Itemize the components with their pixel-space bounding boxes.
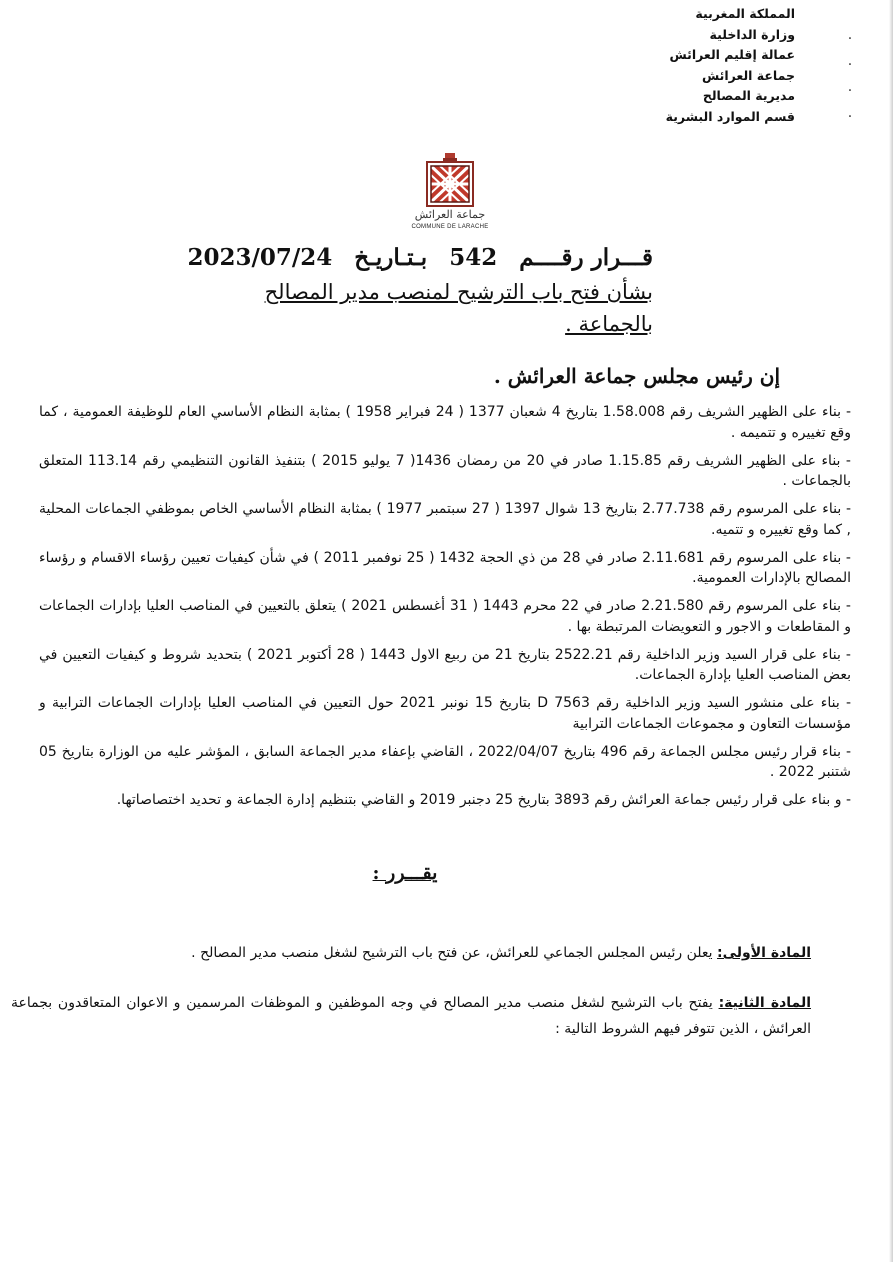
- logo-arabic-text: جماعة العرائش: [414, 208, 486, 221]
- decision-date-label: بـتـاريـخ: [354, 244, 428, 271]
- legal-basis-item: - بناء على الظهير الشريف رقم 1.15.85 صادر في 20 من رمضان 1436( 7 يوليو 2015 ) بتنفيذ القانون التنظيمي رقم 113.14 المتعلق بالجماعات .: [39, 452, 851, 489]
- article-first-label: المادة الأولى:: [717, 945, 811, 961]
- article-first-text: يعلن رئيس المجلس الجماعي للعرائش، عن فتح باب الترشيح لشغل منصب مدير المصالح .: [191, 945, 718, 961]
- article-second-label: المادة الثانية:: [718, 995, 811, 1011]
- legal-basis-item: - و بناء على قرار رئيس جماعة العرائش رقم 3893 بتاريخ 25 دجنبر 2019 و القاضي بتنظيم إدارة الجماعة و تحديد اختصاصاتها.: [116, 792, 851, 808]
- letterhead: [595, 4, 795, 127]
- legal-basis-item: - بناء على المرسوم رقم 2.77.738 بتاريخ 13 شوال 1397 ( 27 سبتمبر 1977 ) بمثابة النظام الأساسي الخاص بموظفي الجماعات المحلية , كما وقع تغييره و تتميه.: [39, 501, 852, 538]
- legal-basis-item: - بناء على قرار السيد وزير الداخلية رقم 2522.21 بتاريخ 21 من ربيع الاول 1443 ( 28 أكتوبر 2021 ) بتحديد شروط و كيفيات التعيين في بعض المناصب العليا بإدارة الجماعات.: [39, 646, 851, 683]
- letterhead-hr-division: قسم الموارد البشرية: [665, 108, 795, 124]
- scan-edge-shadow: [889, 0, 893, 1262]
- legal-basis-item: - بناء على المرسوم رقم 2.21.580 صادر في 22 محرم 1443 ( 31 أغسطس 2021 ) يتعلق بالتعيين في المناصب العليا بإدارات الجماعات و المقاطعات و الاجور و التعويضات المرتبطة بها .: [39, 598, 851, 635]
- decision-title: [187, 240, 653, 340]
- decision-subject: بشأن فتح باب الترشيح لمنصب مدير المصالح: [264, 280, 653, 304]
- legal-basis-list: [39, 402, 851, 818]
- legal-basis-item: - بناء على الظهير الشريف رقم 1.58.008 بتاريخ 4 شعبان 1377 ( 24 فبراير 1958 ) بمثابة النظام الأساسي العام للوظيفة العمومية ، كما وقع تغييره و تتميمه .: [39, 404, 852, 441]
- decision-label: قـــرار رقــــم: [519, 244, 653, 271]
- decision-date: 2023/07/24: [187, 244, 333, 271]
- preamble: إن رئيس مجلس جماعة العرائش .: [493, 364, 780, 388]
- article-first: [91, 942, 811, 964]
- logo-french-text: COMMUNE DE LARACHE: [411, 224, 489, 230]
- decision-title-line: [187, 240, 653, 276]
- letterhead-ministry: وزارة الداخلية: [709, 26, 795, 42]
- letterhead-directorate: مديرية المصالح: [702, 88, 795, 103]
- commune-logo: [405, 152, 495, 234]
- legal-basis-item: - بناء قرار رئيس مجلس الجماعة رقم 496 بتاريخ 2022/04/07 ، القاضي بإعفاء مدير الجماعة السابق ، المؤشر عليه من الوزارة بتاريخ 05 شتنبر 2022 .: [39, 743, 851, 780]
- decision-number: 542: [449, 244, 498, 271]
- letterhead-kingdom: المملكة المغربية: [695, 6, 795, 21]
- decides-heading: يقـــرر :: [372, 862, 438, 884]
- article-second: [11, 990, 811, 1042]
- legal-basis-item: - بناء على المرسوم رقم 2.11.681 صادر في 28 من ذي الحجة 1432 ( 25 نوفمبر 2011 ) في شأن كيفيات تعيين رؤساء الاقسام و رؤساء المصالح بالإدارات العمومية.: [39, 549, 851, 586]
- article-second-text: يفتح باب الترشيح لشغل منصب مدير المصالح في وجه الموظفين و الموظفات المرسمين و الاعوان المتعاقدون بجماعة العرائش ، الذين تتوفر فيهم الشروط التالية :: [11, 995, 811, 1037]
- letterhead-margin-marks: · · · ·: [847, 31, 853, 125]
- legal-basis-item: - بناء على منشور السيد وزير الداخلية رقم D 7563 بتاريخ 15 نونبر 2021 حول التعيين في المناصب العليا بإدارات الجماعات الترابية و مؤسسات التعاون و مجموعات الجماعات الترابية: [39, 695, 852, 732]
- letterhead-province: عمالة إقليم العرائش: [669, 47, 795, 62]
- commune-emblem-icon: [421, 152, 479, 208]
- letterhead-commune: جماعة العرائش: [701, 67, 795, 83]
- decision-subject-continued: بالجماعة .: [565, 312, 653, 336]
